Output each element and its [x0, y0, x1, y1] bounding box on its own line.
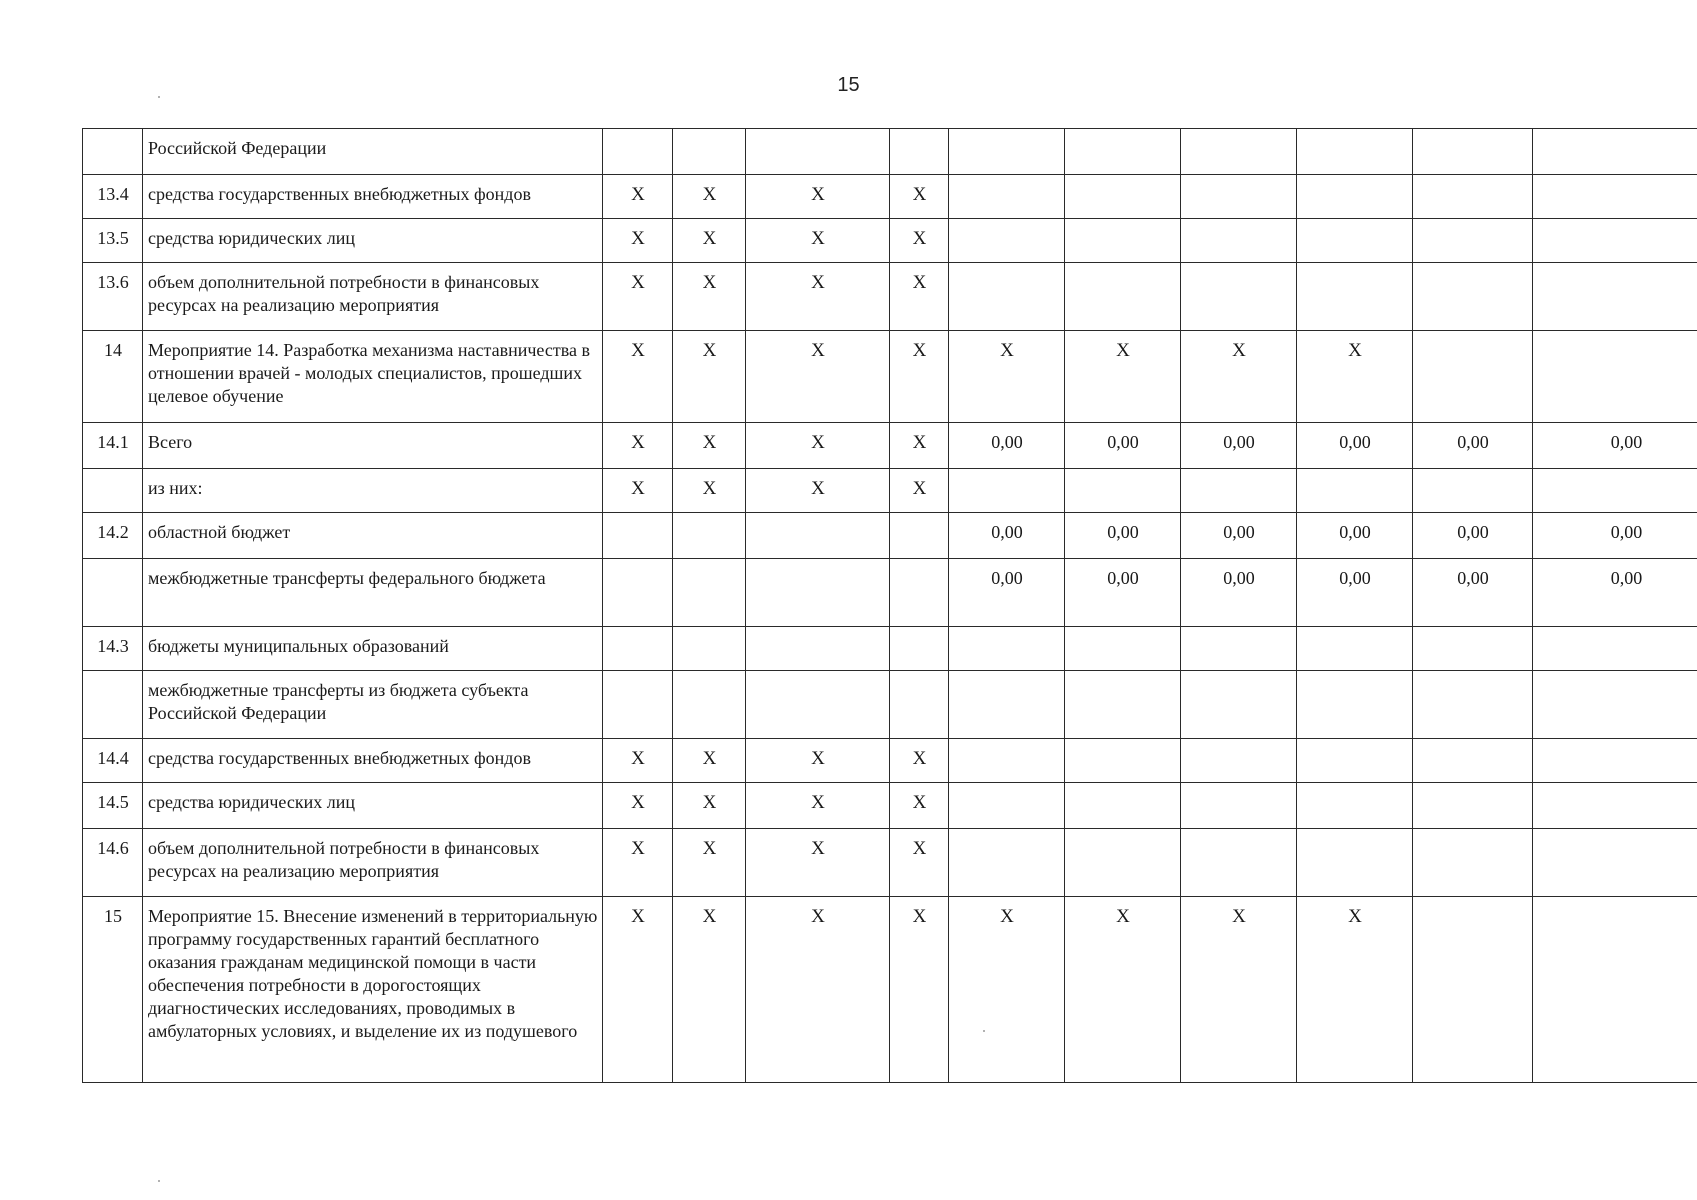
value-cell — [1065, 829, 1181, 897]
value-cell: Х — [746, 219, 890, 263]
row-name-cell: средства юридических лиц — [143, 219, 603, 263]
table-row — [83, 627, 1697, 671]
value-cell — [949, 783, 1065, 829]
row-name-cell: объем дополнительной потребности в финансовых ресурсах на реализацию мероприятия — [143, 829, 603, 897]
value-cell: Х — [890, 219, 949, 263]
table-row — [83, 559, 1697, 627]
scan-speck — [158, 96, 160, 98]
table-row — [83, 175, 1697, 219]
row-name-cell: средства государственных внебюджетных фондов — [143, 175, 603, 219]
table-row — [83, 263, 1697, 331]
table-row — [83, 129, 1697, 175]
table-row — [83, 469, 1697, 513]
value-cell: 0,00 — [1181, 559, 1297, 627]
value-cell — [890, 129, 949, 175]
value-cell — [1181, 219, 1297, 263]
value-cell — [673, 559, 746, 627]
value-cell — [1413, 829, 1533, 897]
value-cell: 0,00 — [1297, 513, 1413, 559]
value-cell — [673, 513, 746, 559]
table-row — [83, 829, 1697, 897]
value-cell — [1533, 897, 1697, 1083]
row-name-cell: средства юридических лиц — [143, 783, 603, 829]
value-cell: Х — [890, 423, 949, 469]
value-cell — [890, 671, 949, 739]
value-cell — [673, 129, 746, 175]
value-cell: Х — [890, 263, 949, 331]
row-name-cell: областной бюджет — [143, 513, 603, 559]
value-cell — [949, 263, 1065, 331]
value-cell — [1533, 627, 1697, 671]
value-cell — [949, 627, 1065, 671]
value-cell: Х — [603, 897, 673, 1083]
value-cell — [1065, 627, 1181, 671]
value-cell: 0,00 — [1297, 559, 1413, 627]
row-name-cell: Российской Федерации — [143, 129, 603, 175]
value-cell — [1533, 129, 1697, 175]
row-name-cell: межбюджетные трансферты федерального бюджета — [143, 559, 603, 627]
value-cell — [949, 219, 1065, 263]
value-cell — [1181, 175, 1297, 219]
value-cell: Х — [673, 263, 746, 331]
value-cell — [1297, 129, 1413, 175]
value-cell: 0,00 — [949, 423, 1065, 469]
value-cell: Х — [890, 829, 949, 897]
value-cell — [1413, 263, 1533, 331]
row-number-cell: 14 — [83, 331, 143, 423]
row-number-cell — [83, 671, 143, 739]
value-cell: Х — [1297, 331, 1413, 423]
value-cell — [1413, 129, 1533, 175]
value-cell: Х — [1181, 331, 1297, 423]
value-cell — [1297, 469, 1413, 513]
value-cell — [1533, 263, 1697, 331]
value-cell: 0,00 — [1181, 423, 1297, 469]
scan-speck — [158, 1180, 160, 1182]
value-cell: Х — [603, 783, 673, 829]
row-number-cell: 15 — [83, 897, 143, 1083]
table-row — [83, 739, 1697, 783]
value-cell: Х — [1065, 897, 1181, 1083]
value-cell — [949, 469, 1065, 513]
value-cell — [1065, 671, 1181, 739]
table-row — [83, 331, 1697, 423]
value-cell: Х — [890, 469, 949, 513]
value-cell: Х — [949, 897, 1065, 1083]
row-number-cell: 13.4 — [83, 175, 143, 219]
value-cell — [1065, 129, 1181, 175]
row-number-cell — [83, 469, 143, 513]
value-cell: Х — [746, 739, 890, 783]
value-cell — [1297, 783, 1413, 829]
value-cell — [1413, 331, 1533, 423]
value-cell — [1181, 829, 1297, 897]
table-row — [83, 897, 1697, 1083]
table-row — [83, 783, 1697, 829]
value-cell — [1413, 627, 1533, 671]
value-cell: Х — [603, 331, 673, 423]
value-cell: 0,00 — [1533, 513, 1697, 559]
value-cell — [1533, 739, 1697, 783]
row-number-cell: 14.4 — [83, 739, 143, 783]
value-cell — [746, 513, 890, 559]
value-cell — [949, 829, 1065, 897]
value-cell — [890, 627, 949, 671]
value-cell — [1297, 263, 1413, 331]
financing-table — [82, 128, 1697, 1083]
table-row — [83, 219, 1697, 263]
value-cell: Х — [1297, 897, 1413, 1083]
value-cell — [949, 129, 1065, 175]
row-name-cell: межбюджетные трансферты из бюджета субъекта Российской Федерации — [143, 671, 603, 739]
value-cell — [673, 671, 746, 739]
value-cell: Х — [673, 219, 746, 263]
value-cell: Х — [890, 739, 949, 783]
value-cell — [1413, 469, 1533, 513]
value-cell — [1181, 129, 1297, 175]
value-cell — [1181, 739, 1297, 783]
value-cell — [1413, 671, 1533, 739]
value-cell — [1533, 331, 1697, 423]
row-name-cell: объем дополнительной потребности в финансовых ресурсах на реализацию мероприятия — [143, 263, 603, 331]
value-cell — [1297, 829, 1413, 897]
value-cell — [949, 671, 1065, 739]
value-cell: 0,00 — [1413, 559, 1533, 627]
value-cell — [746, 627, 890, 671]
value-cell: 0,00 — [1181, 513, 1297, 559]
value-cell — [603, 671, 673, 739]
value-cell — [603, 129, 673, 175]
value-cell: Х — [673, 469, 746, 513]
value-cell — [1533, 783, 1697, 829]
value-cell — [1181, 469, 1297, 513]
value-cell: Х — [673, 175, 746, 219]
value-cell — [949, 739, 1065, 783]
value-cell: Х — [673, 739, 746, 783]
value-cell — [1065, 263, 1181, 331]
value-cell: Х — [1181, 897, 1297, 1083]
value-cell: Х — [603, 469, 673, 513]
value-cell: Х — [949, 331, 1065, 423]
value-cell: 0,00 — [1413, 513, 1533, 559]
value-cell — [1413, 175, 1533, 219]
row-number-cell: 14.6 — [83, 829, 143, 897]
value-cell: Х — [890, 175, 949, 219]
value-cell: 0,00 — [1065, 423, 1181, 469]
value-cell: 0,00 — [1065, 513, 1181, 559]
value-cell — [1065, 175, 1181, 219]
row-number-cell: 14.5 — [83, 783, 143, 829]
value-cell — [1297, 219, 1413, 263]
value-cell: Х — [890, 897, 949, 1083]
row-name-cell: Всего — [143, 423, 603, 469]
value-cell: Х — [746, 469, 890, 513]
value-cell: Х — [603, 263, 673, 331]
value-cell: Х — [746, 783, 890, 829]
value-cell: Х — [673, 331, 746, 423]
value-cell — [1533, 219, 1697, 263]
value-cell: Х — [890, 331, 949, 423]
value-cell — [949, 175, 1065, 219]
row-name-cell: средства государственных внебюджетных фондов — [143, 739, 603, 783]
value-cell: Х — [603, 739, 673, 783]
value-cell — [1065, 739, 1181, 783]
value-cell: Х — [673, 897, 746, 1083]
value-cell: Х — [1065, 331, 1181, 423]
value-cell: 0,00 — [1533, 423, 1697, 469]
value-cell: 0,00 — [1297, 423, 1413, 469]
value-cell: 0,00 — [1065, 559, 1181, 627]
value-cell — [1533, 469, 1697, 513]
value-cell — [746, 671, 890, 739]
row-number-cell: 13.6 — [83, 263, 143, 331]
row-number-cell — [83, 129, 143, 175]
value-cell: Х — [746, 897, 890, 1083]
value-cell — [890, 559, 949, 627]
value-cell: 0,00 — [1413, 423, 1533, 469]
value-cell: 0,00 — [949, 513, 1065, 559]
value-cell — [1065, 469, 1181, 513]
value-cell — [1181, 627, 1297, 671]
value-cell — [673, 627, 746, 671]
value-cell — [746, 129, 890, 175]
value-cell: Х — [673, 423, 746, 469]
value-cell: Х — [603, 829, 673, 897]
value-cell: Х — [603, 175, 673, 219]
value-cell: Х — [746, 331, 890, 423]
value-cell — [1181, 671, 1297, 739]
value-cell — [1413, 897, 1533, 1083]
row-name-cell: Мероприятие 15. Внесение изменений в территориальную программу государственных гарантий бесплатного оказания гражданам медицинской помощи в части обеспечения потребности в дорогостоящих диагностических исследованиях, проводимых в амбулаторных условиях, и выделение их из подушевого — [143, 897, 603, 1083]
value-cell: Х — [603, 423, 673, 469]
row-number-cell: 14.1 — [83, 423, 143, 469]
row-number-cell: 14.2 — [83, 513, 143, 559]
value-cell — [890, 513, 949, 559]
table-row — [83, 423, 1697, 469]
value-cell — [603, 627, 673, 671]
value-cell — [1297, 627, 1413, 671]
value-cell — [1413, 219, 1533, 263]
value-cell: Х — [603, 219, 673, 263]
value-cell: 0,00 — [1533, 559, 1697, 627]
value-cell: Х — [673, 783, 746, 829]
row-number-cell: 13.5 — [83, 219, 143, 263]
value-cell — [1297, 671, 1413, 739]
value-cell — [1297, 739, 1413, 783]
value-cell: 0,00 — [949, 559, 1065, 627]
value-cell — [1413, 783, 1533, 829]
row-name-cell: бюджеты муниципальных образований — [143, 627, 603, 671]
value-cell — [1413, 739, 1533, 783]
value-cell — [1533, 175, 1697, 219]
row-number-cell — [83, 559, 143, 627]
value-cell — [1065, 219, 1181, 263]
value-cell: Х — [746, 175, 890, 219]
row-name-cell: из них: — [143, 469, 603, 513]
value-cell — [1533, 671, 1697, 739]
value-cell — [1065, 783, 1181, 829]
value-cell: Х — [746, 423, 890, 469]
table-row — [83, 513, 1697, 559]
value-cell — [1533, 829, 1697, 897]
table-row — [83, 671, 1697, 739]
value-cell: Х — [890, 783, 949, 829]
row-number-cell: 14.3 — [83, 627, 143, 671]
value-cell — [1181, 783, 1297, 829]
value-cell — [1181, 263, 1297, 331]
value-cell — [603, 513, 673, 559]
row-name-cell: Мероприятие 14. Разработка механизма наставничества в отношении врачей - молодых специалистов, прошедших целевое обучение — [143, 331, 603, 423]
value-cell: Х — [746, 829, 890, 897]
value-cell: Х — [746, 263, 890, 331]
value-cell: Х — [673, 829, 746, 897]
page-number: 15 — [837, 74, 860, 96]
value-cell — [746, 559, 890, 627]
table-body — [83, 129, 1697, 1083]
value-cell — [1297, 175, 1413, 219]
value-cell — [603, 559, 673, 627]
